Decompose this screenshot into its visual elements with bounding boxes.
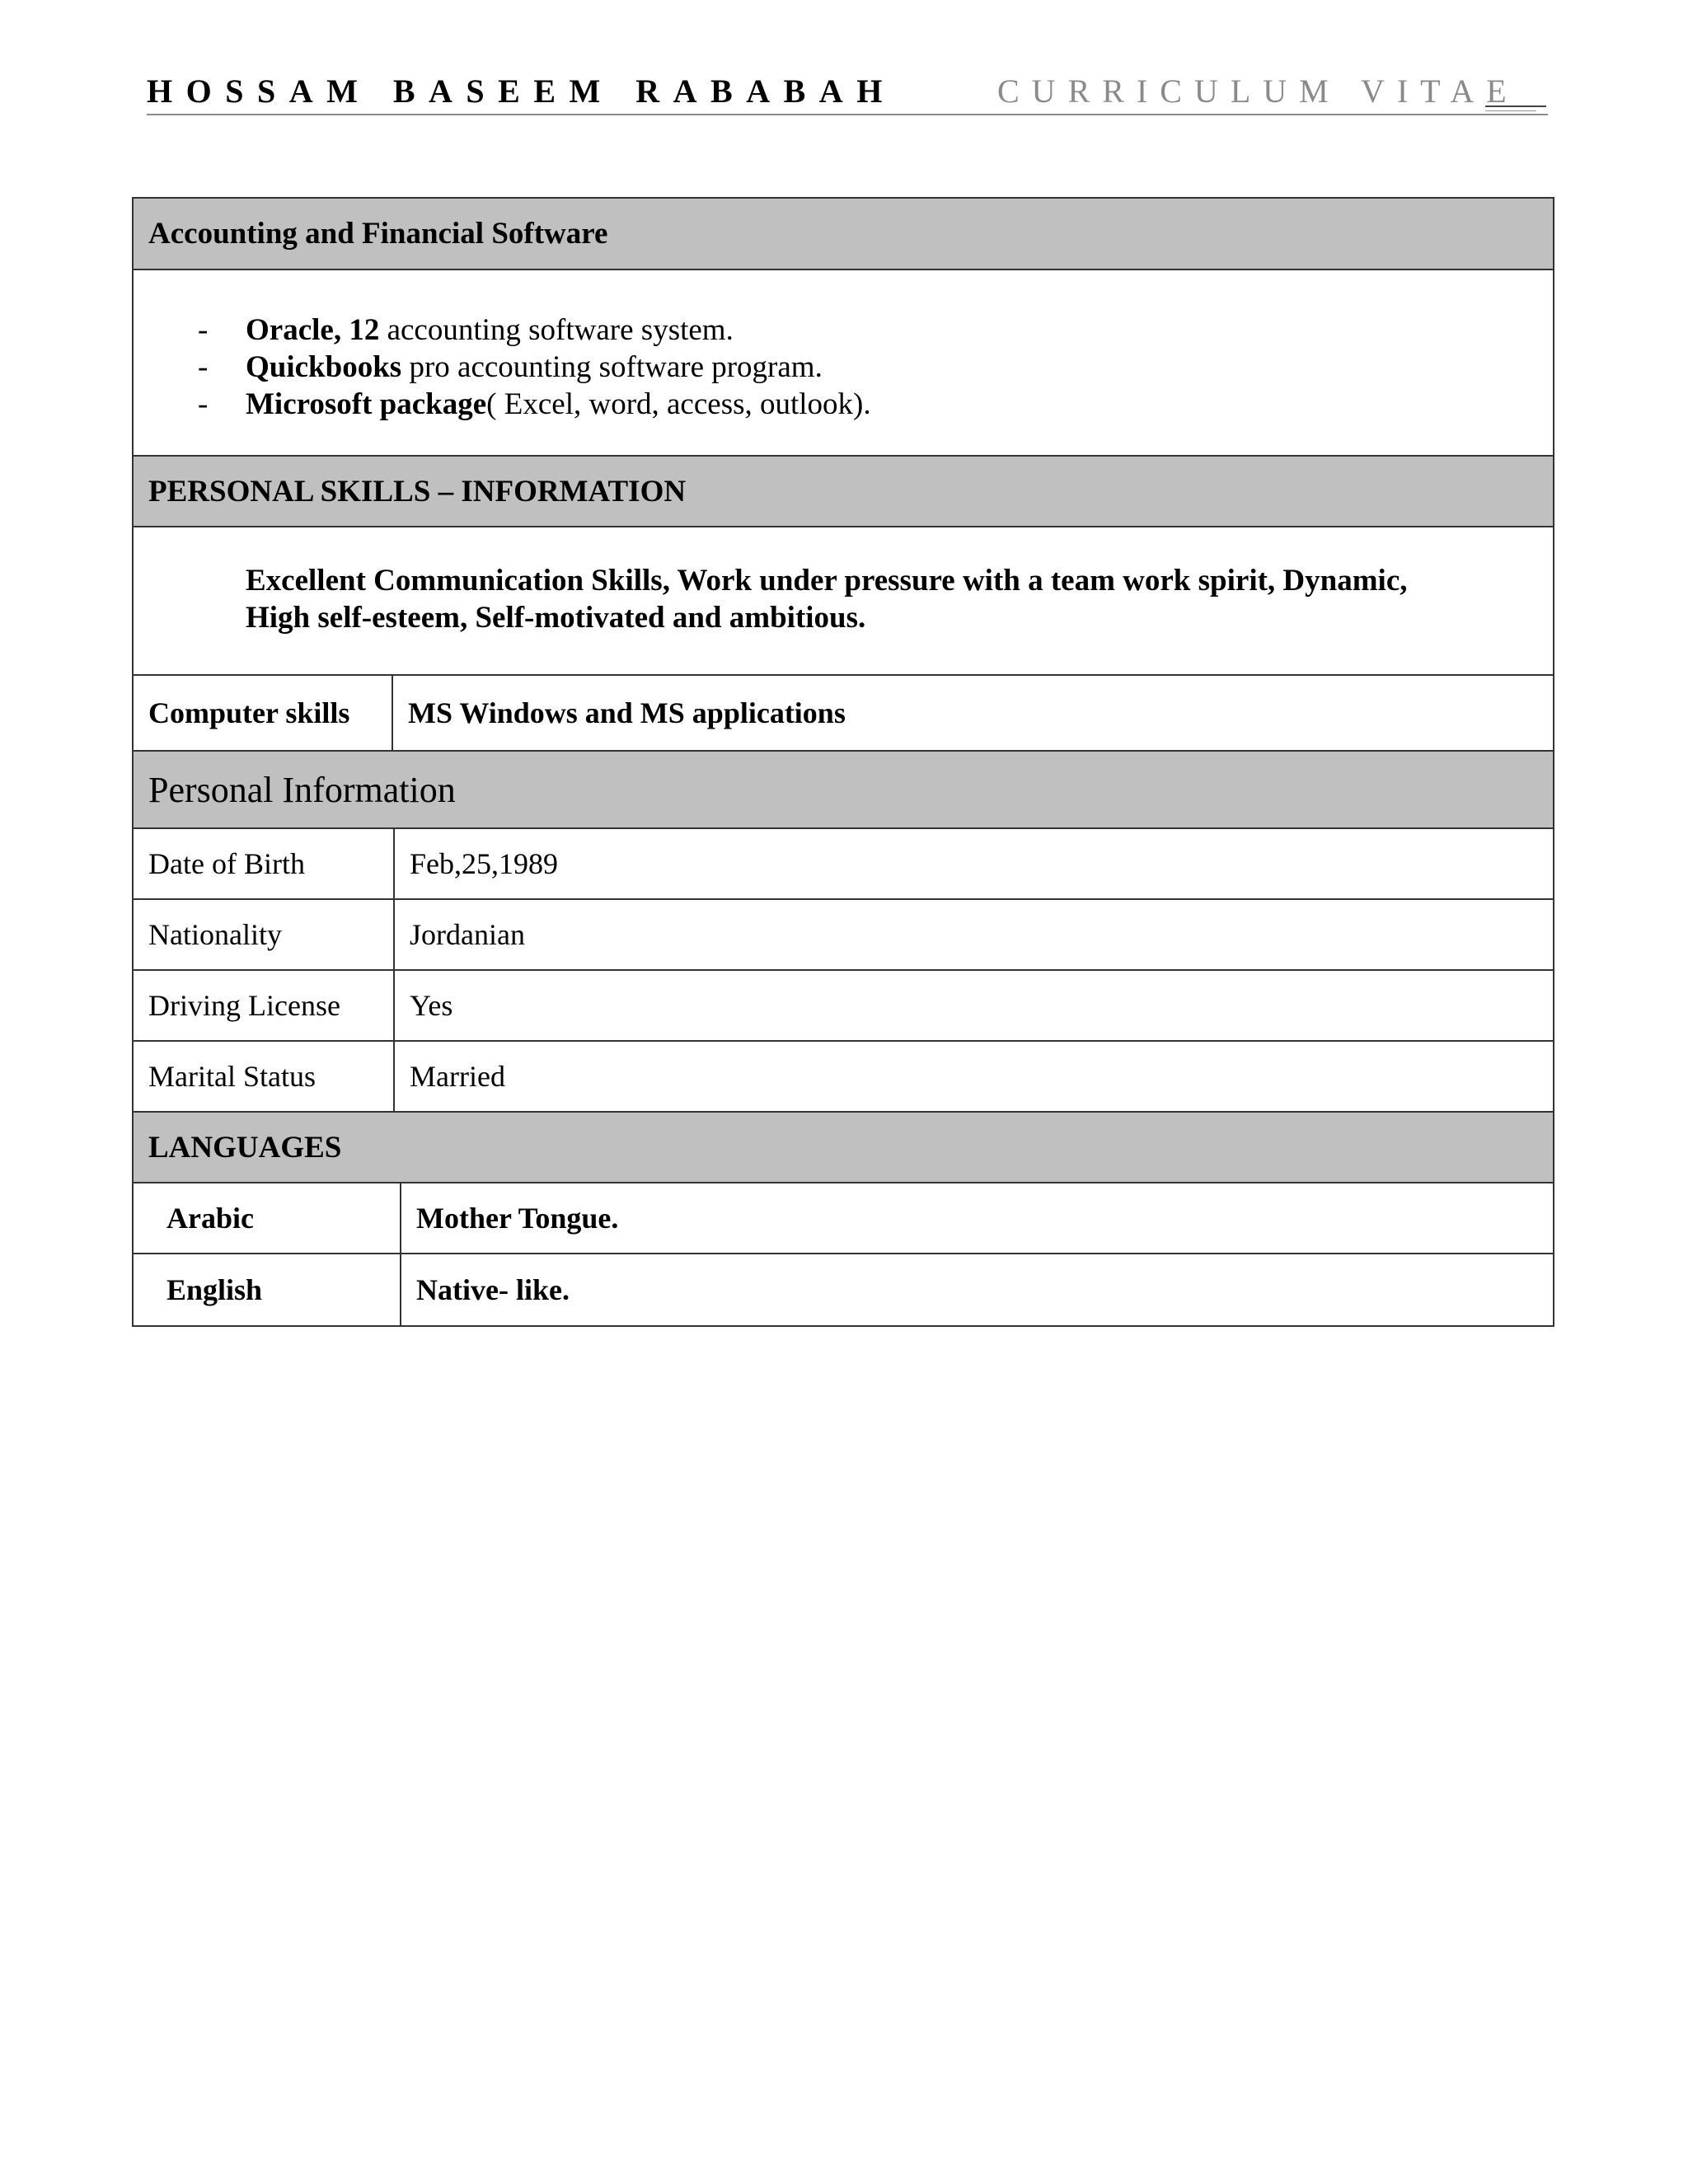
software-item-microsoft xyxy=(134,386,1553,423)
bullet-dash: - xyxy=(198,350,209,384)
software-item-oracle xyxy=(134,312,1553,349)
header-trailing-line xyxy=(1485,105,1546,107)
personal-info-label: Marital Status xyxy=(134,1042,395,1111)
personal-info-value: Yes xyxy=(410,989,453,1022)
page-header xyxy=(147,71,1553,112)
computer-skills-value: MS Windows and MS applications xyxy=(408,696,846,729)
personal-skills-line-1: Excellent Communication Skills, Work under pressure with a team work spirit, Dynamic, xyxy=(246,564,1408,598)
personal-info-label: Date of Birth xyxy=(134,829,395,898)
software-item-name: Microsoft package xyxy=(246,387,487,421)
personal-info-value: Feb,25,1989 xyxy=(410,847,558,880)
personal-info-row xyxy=(134,971,1553,1042)
personal-info-label: Driving License xyxy=(134,971,395,1040)
language-level: Mother Tongue. xyxy=(416,1202,619,1235)
bullet-dash: - xyxy=(198,387,209,421)
section-personal-info-heading xyxy=(134,752,1553,829)
software-list xyxy=(134,312,1553,423)
personal-skills-text xyxy=(134,527,1553,676)
personal-info-value: Jordanian xyxy=(410,918,525,951)
header-rule xyxy=(147,114,1548,115)
software-item-quickbooks xyxy=(134,349,1553,386)
language-name: Arabic xyxy=(134,1183,401,1253)
software-item-name: Oracle, 12 xyxy=(246,313,380,347)
language-level: Native- like. xyxy=(416,1273,570,1306)
section-personal-skills-heading xyxy=(134,457,1553,527)
section-languages-title: LANGUAGES xyxy=(148,1130,342,1165)
software-item-name: Quickbooks xyxy=(246,350,402,384)
header-trailing-line-2 xyxy=(1485,110,1536,111)
software-list-section xyxy=(134,270,1553,457)
bullet-dash: - xyxy=(198,313,209,347)
personal-info-label: Nationality xyxy=(134,900,395,969)
section-software-title: Accounting and Financial Software xyxy=(148,217,608,251)
software-item-desc: accounting software system. xyxy=(379,313,734,347)
personal-info-value: Married xyxy=(410,1060,505,1093)
section-personal-skills-title: PERSONAL SKILLS – INFORMATION xyxy=(148,474,687,509)
document-type: CURRICULUM VITAE xyxy=(997,73,1519,110)
cv-table xyxy=(132,197,1554,1327)
personal-info-row xyxy=(134,900,1553,971)
software-item-desc: pro accounting software program. xyxy=(401,350,823,384)
section-languages-heading xyxy=(134,1113,1553,1183)
personal-info-row xyxy=(134,829,1553,900)
software-item-desc: ( Excel, word, access, outlook). xyxy=(486,387,871,421)
candidate-name: HOSSAM BASEEM RABABAH xyxy=(147,73,896,110)
language-row xyxy=(134,1254,1553,1325)
computer-skills-label: Computer skills xyxy=(134,676,393,750)
personal-skills-line-2: High self-esteem, Self-motivated and ambitious. xyxy=(246,601,866,635)
section-software-heading xyxy=(134,199,1553,270)
section-personal-info-title: Personal Information xyxy=(148,769,456,810)
computer-skills-row xyxy=(134,676,1553,752)
language-row xyxy=(134,1183,1553,1254)
language-name: English xyxy=(134,1254,401,1325)
personal-info-row xyxy=(134,1042,1553,1113)
